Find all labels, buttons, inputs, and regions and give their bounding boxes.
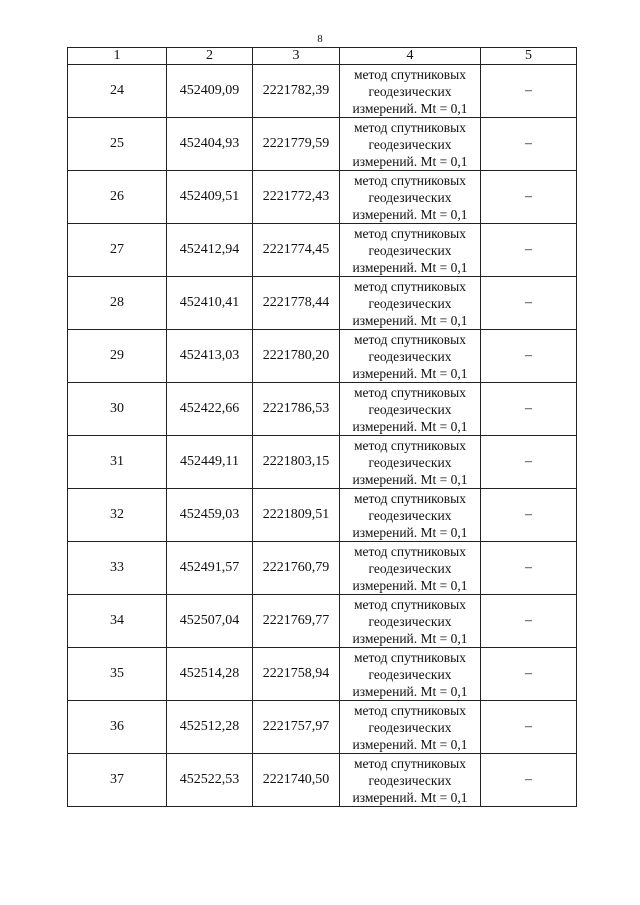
y-coordinate-cell: 2221772,43	[253, 171, 340, 224]
table-row	[68, 171, 577, 224]
method-cell	[340, 383, 481, 436]
x-coordinate-cell: 452459,03	[167, 489, 253, 542]
method-line: измерений. Mt = 0,1	[352, 789, 468, 805]
method-line: метод спутниковых	[354, 384, 466, 400]
method-line: измерений. Mt = 0,1	[352, 100, 468, 116]
method-cell	[340, 489, 481, 542]
method-line: метод спутниковых	[354, 119, 466, 135]
page-number: 8	[317, 33, 323, 45]
y-coordinate-cell: 2221809,51	[253, 489, 340, 542]
column-header-1: 1	[68, 48, 167, 65]
method-line: геодезических	[368, 189, 452, 205]
method-line: метод спутниковых	[354, 649, 466, 665]
x-coordinate-cell: 452491,57	[167, 542, 253, 595]
x-coordinate-cell: 452449,11	[167, 436, 253, 489]
method-cell	[340, 118, 481, 171]
y-coordinate-cell: 2221780,20	[253, 330, 340, 383]
method-cell	[340, 436, 481, 489]
method-line: геодезических	[368, 295, 452, 311]
method-line: измерений. Mt = 0,1	[352, 153, 468, 169]
method-line: измерений. Mt = 0,1	[352, 365, 468, 381]
table-body	[68, 65, 577, 807]
table-row	[68, 277, 577, 330]
method-cell	[340, 701, 481, 754]
point-number-cell: 27	[68, 224, 167, 277]
method-line: метод спутниковых	[354, 702, 466, 718]
x-coordinate-cell: 452413,03	[167, 330, 253, 383]
x-coordinate-cell: 452514,28	[167, 648, 253, 701]
x-coordinate-cell: 452522,53	[167, 754, 253, 807]
point-number-cell: 34	[68, 595, 167, 648]
method-line: измерений. Mt = 0,1	[352, 206, 468, 222]
x-coordinate-cell: 452409,51	[167, 171, 253, 224]
table-row	[68, 224, 577, 277]
method-cell	[340, 224, 481, 277]
y-coordinate-cell: 2221757,97	[253, 701, 340, 754]
method-line: измерений. Mt = 0,1	[352, 630, 468, 646]
note-cell: –	[481, 701, 577, 754]
method-line: метод спутниковых	[354, 543, 466, 559]
x-coordinate-cell: 452404,93	[167, 118, 253, 171]
table-row	[68, 754, 577, 807]
column-header-3: 3	[253, 48, 340, 65]
coordinates-table	[67, 47, 577, 807]
method-line: метод спутниковых	[354, 225, 466, 241]
y-coordinate-cell: 2221774,45	[253, 224, 340, 277]
note-cell: –	[481, 754, 577, 807]
note-cell: –	[481, 595, 577, 648]
method-line: геодезических	[368, 560, 452, 576]
method-cell	[340, 171, 481, 224]
header-row	[68, 48, 577, 65]
method-line: измерений. Mt = 0,1	[352, 312, 468, 328]
point-number-cell: 29	[68, 330, 167, 383]
method-cell	[340, 595, 481, 648]
y-coordinate-cell: 2221803,15	[253, 436, 340, 489]
note-cell: –	[481, 224, 577, 277]
table-row	[68, 542, 577, 595]
note-cell: –	[481, 383, 577, 436]
table-row	[68, 330, 577, 383]
point-number-cell: 33	[68, 542, 167, 595]
note-cell: –	[481, 171, 577, 224]
method-cell	[340, 65, 481, 118]
y-coordinate-cell: 2221758,94	[253, 648, 340, 701]
point-number-cell: 28	[68, 277, 167, 330]
method-line: метод спутниковых	[354, 437, 466, 453]
method-line: геодезических	[368, 613, 452, 629]
point-number-cell: 25	[68, 118, 167, 171]
method-line: метод спутниковых	[354, 278, 466, 294]
method-line: измерений. Mt = 0,1	[352, 418, 468, 434]
point-number-cell: 30	[68, 383, 167, 436]
method-line: метод спутниковых	[354, 66, 466, 82]
table-row	[68, 383, 577, 436]
note-cell: –	[481, 489, 577, 542]
method-cell	[340, 648, 481, 701]
method-cell	[340, 277, 481, 330]
y-coordinate-cell: 2221779,59	[253, 118, 340, 171]
x-coordinate-cell: 452409,09	[167, 65, 253, 118]
column-header-2: 2	[167, 48, 253, 65]
x-coordinate-cell: 452507,04	[167, 595, 253, 648]
y-coordinate-cell: 2221769,77	[253, 595, 340, 648]
note-cell: –	[481, 65, 577, 118]
y-coordinate-cell: 2221778,44	[253, 277, 340, 330]
note-cell: –	[481, 648, 577, 701]
method-line: метод спутниковых	[354, 755, 466, 771]
y-coordinate-cell: 2221760,79	[253, 542, 340, 595]
x-coordinate-cell: 452412,94	[167, 224, 253, 277]
note-cell: –	[481, 330, 577, 383]
point-number-cell: 26	[68, 171, 167, 224]
note-cell: –	[481, 542, 577, 595]
point-number-cell: 24	[68, 65, 167, 118]
y-coordinate-cell: 2221782,39	[253, 65, 340, 118]
method-line: геодезических	[368, 401, 452, 417]
method-line: геодезических	[368, 454, 452, 470]
column-header-5: 5	[481, 48, 577, 65]
x-coordinate-cell: 452422,66	[167, 383, 253, 436]
column-header-4: 4	[340, 48, 481, 65]
method-line: измерений. Mt = 0,1	[352, 577, 468, 593]
method-line: метод спутниковых	[354, 596, 466, 612]
point-number-cell: 32	[68, 489, 167, 542]
method-cell	[340, 754, 481, 807]
method-line: геодезических	[368, 242, 452, 258]
table-row	[68, 118, 577, 171]
method-line: измерений. Mt = 0,1	[352, 524, 468, 540]
method-line: измерений. Mt = 0,1	[352, 471, 468, 487]
method-cell	[340, 330, 481, 383]
point-number-cell: 37	[68, 754, 167, 807]
method-line: измерений. Mt = 0,1	[352, 259, 468, 275]
method-line: метод спутниковых	[354, 172, 466, 188]
note-cell: –	[481, 118, 577, 171]
method-cell	[340, 542, 481, 595]
method-line: геодезических	[368, 348, 452, 364]
method-line: геодезических	[368, 772, 452, 788]
point-number-cell: 36	[68, 701, 167, 754]
table-row	[68, 65, 577, 118]
point-number-cell: 35	[68, 648, 167, 701]
method-line: геодезических	[368, 507, 452, 523]
table-header	[68, 48, 577, 65]
x-coordinate-cell: 452410,41	[167, 277, 253, 330]
x-coordinate-cell: 452512,28	[167, 701, 253, 754]
table-row	[68, 436, 577, 489]
method-line: геодезических	[368, 83, 452, 99]
table-row	[68, 701, 577, 754]
method-line: геодезических	[368, 136, 452, 152]
y-coordinate-cell: 2221740,50	[253, 754, 340, 807]
table-row	[68, 595, 577, 648]
table-row	[68, 489, 577, 542]
method-line: измерений. Mt = 0,1	[352, 683, 468, 699]
point-number-cell: 31	[68, 436, 167, 489]
method-line: метод спутниковых	[354, 490, 466, 506]
table-row	[68, 648, 577, 701]
method-line: метод спутниковых	[354, 331, 466, 347]
note-cell: –	[481, 436, 577, 489]
method-line: геодезических	[368, 666, 452, 682]
method-line: измерений. Mt = 0,1	[352, 736, 468, 752]
method-line: геодезических	[368, 719, 452, 735]
note-cell: –	[481, 277, 577, 330]
y-coordinate-cell: 2221786,53	[253, 383, 340, 436]
